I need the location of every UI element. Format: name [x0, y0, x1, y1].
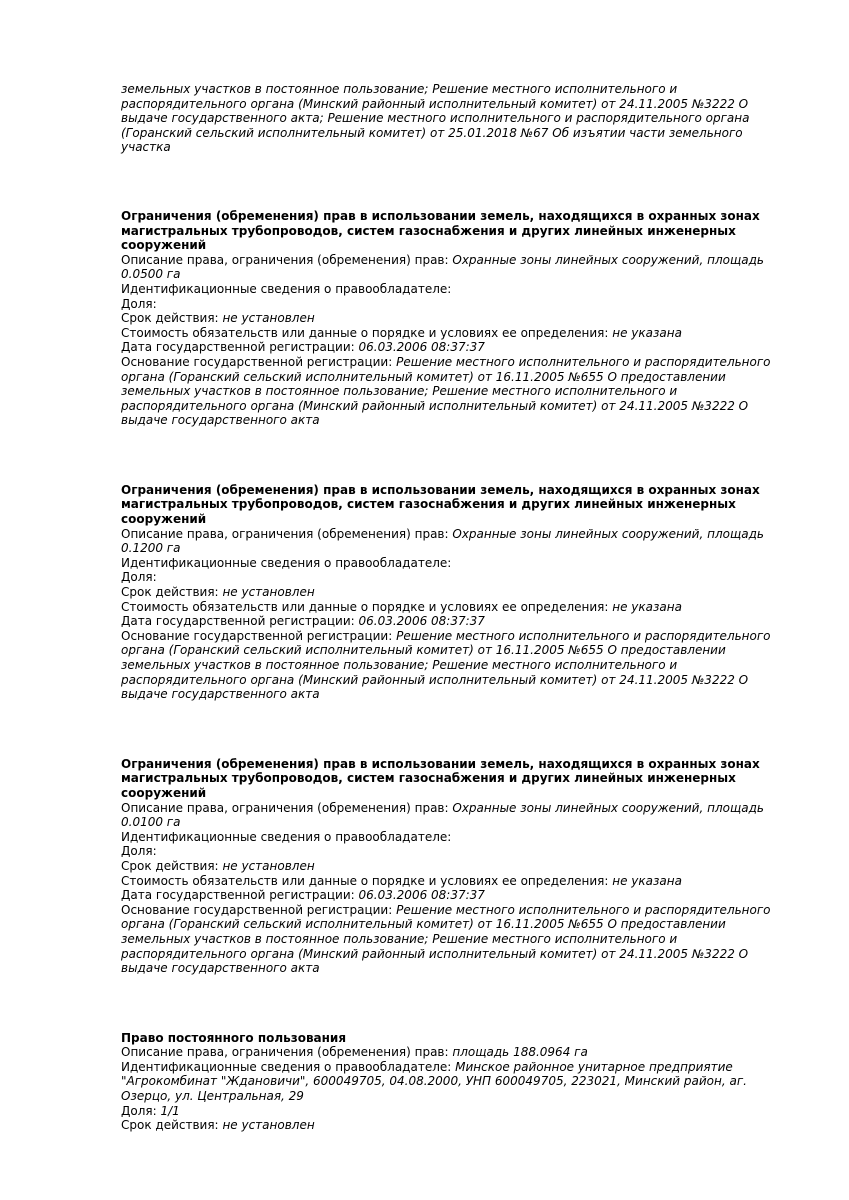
description-label: Описание права, ограничения (обременения) прав:: [121, 800, 449, 815]
holder-label: Идентификационные сведения о правообладателе:: [121, 829, 452, 844]
share-line: [121, 844, 781, 859]
holder-line: [121, 830, 781, 845]
description-line: [121, 801, 781, 830]
basis-label: Основание государственной регистрации:: [121, 902, 393, 917]
cost-value: не указана: [612, 599, 682, 614]
term-value: не установлен: [222, 858, 315, 873]
basis-line: [121, 629, 781, 702]
holder-line: [121, 1060, 781, 1104]
share-label: Доля:: [121, 570, 157, 585]
term-line: [121, 1118, 781, 1133]
term-value: не установлен: [222, 311, 315, 326]
reg-date-label: Дата государственной регистрации:: [121, 888, 355, 903]
term-label: Срок действия:: [121, 585, 219, 600]
share-line: [121, 1104, 781, 1119]
description-value: площадь 188.0964 га: [452, 1045, 588, 1060]
share-label: Доля:: [121, 296, 157, 311]
cost-label: Стоимость обязательств или данные о порядке и условиях ее определения:: [121, 325, 609, 340]
right-section: [121, 1031, 781, 1133]
section-title: Ограничения (обременения) прав в использовании земель, находящихся в охранных зонах магистральных трубопроводов, систем газоснабжения и других линейных инженерных сооружений: [121, 756, 760, 800]
term-label: Срок действия:: [121, 858, 219, 873]
reg-date-label: Дата государственной регистрации:: [121, 614, 355, 629]
description-value: Охранные зоны линейных сооружений, площадь 0.0100 га: [121, 800, 764, 830]
basis-value: Решение местного исполнительного и распорядительного органа (Горанский сельский исполнительный комитет) от 16.11.2005 №655 О предоставлении земельных участков в постоянное пользование; Решение местного исполнительного и распорядительного органа (Минский районный исполнительный комитет) от 24.11.2005 №3222 О выдаче государственного акта: [121, 902, 771, 976]
term-line: [121, 311, 781, 326]
description-value: Охранные зоны линейных сооружений, площадь 0.0500 га: [121, 252, 764, 282]
term-line: [121, 585, 781, 600]
cost-line: [121, 600, 781, 615]
holder-line: [121, 282, 781, 297]
encumbrance-section: [121, 757, 781, 976]
reg-date-line: [121, 614, 781, 629]
basis-line: [121, 355, 781, 428]
cost-line: [121, 326, 781, 341]
cost-value: не указана: [612, 873, 682, 888]
description-label: Описание права, ограничения (обременения) прав:: [121, 252, 449, 267]
description-label: Описание права, ограничения (обременения) прав:: [121, 1045, 449, 1060]
basis-label: Основание государственной регистрации:: [121, 628, 393, 643]
basis-value: Решение местного исполнительного и распорядительного органа (Горанский сельский исполнительный комитет) от 16.11.2005 №655 О предоставлении земельных участков в постоянное пользование; Решение местного исполнительного и распорядительного органа (Минский районный исполнительный комитет) от 24.11.2005 №3222 О выдаче государственного акта: [121, 628, 771, 702]
section-title: Ограничения (обременения) прав в использовании земель, находящихся в охранных зонах магистральных трубопроводов, систем газоснабжения и других линейных инженерных сооружений: [121, 482, 760, 527]
share-line: [121, 570, 781, 585]
basis-label: Основание государственной регистрации:: [121, 354, 393, 369]
basis-line: [121, 903, 781, 976]
term-value: не установлен: [222, 1118, 315, 1133]
encumbrance-section: [121, 483, 781, 702]
description-line: [121, 1045, 781, 1060]
share-label: Доля:: [121, 1103, 157, 1118]
description-value: Охранные зоны линейных сооружений, площадь 0.1200 га: [121, 526, 764, 556]
share-value: 1/1: [160, 1103, 180, 1118]
holder-value: Минское районное унитарное предприятие "Агрокомбинат "Ждановичи", 600049705, 04.08.2000, УНП 600049705, 223021, Минский район, аг. Озерцо, ул. Центральная, 29: [121, 1059, 747, 1104]
document-page: [121, 82, 781, 1133]
cost-value: не указана: [612, 325, 682, 340]
reg-date-label: Дата государственной регистрации:: [121, 340, 355, 355]
reg-date-value: 06.03.2006 08:37:37: [358, 888, 485, 903]
cost-label: Стоимость обязательств или данные о порядке и условиях ее определения:: [121, 599, 609, 614]
reg-date-line: [121, 340, 781, 355]
holder-label: Идентификационные сведения о правообладателе:: [121, 1059, 452, 1074]
intro-text: земельных участков в постоянное пользование; Решение местного исполнительного и распорядительного органа (Минский районный исполнительный комитет) от 24.11.2005 №3222 О выдаче государственного акта; Решение местного исполнительного и распорядительного органа (Горанский сельский исполнительный комитет) от 25.01.2018 №67 Об изъятии части земельного участка: [121, 82, 750, 155]
holder-line: [121, 556, 781, 571]
description-line: [121, 527, 781, 556]
section-title: Ограничения (обременения) прав в использовании земель, находящихся в охранных зонах магистральных трубопроводов, систем газоснабжения и других линейных инженерных сооружений: [121, 208, 760, 253]
reg-date-value: 06.03.2006 08:37:37: [358, 614, 485, 629]
holder-label: Идентификационные сведения о правообладателе:: [121, 555, 452, 570]
reg-date-value: 06.03.2006 08:37:37: [358, 340, 485, 355]
description-label: Описание права, ограничения (обременения) прав:: [121, 526, 449, 541]
basis-value: Решение местного исполнительного и распорядительного органа (Горанский сельский исполнительный комитет) от 16.11.2005 №655 О предоставлении земельных участков в постоянное пользование; Решение местного исполнительного и распорядительного органа (Минский районный исполнительный комитет) от 24.11.2005 №3222 О выдаче государственного акта: [121, 354, 771, 428]
share-label: Доля:: [121, 844, 157, 859]
section-title: Право постоянного пользования: [121, 1030, 347, 1045]
encumbrance-section: [121, 209, 781, 428]
term-line: [121, 859, 781, 874]
cost-line: [121, 874, 781, 889]
reg-date-line: [121, 888, 781, 903]
holder-label: Идентификационные сведения о правообладателе:: [121, 281, 452, 296]
term-label: Срок действия:: [121, 311, 219, 326]
share-line: [121, 297, 781, 312]
term-value: не установлен: [222, 585, 315, 600]
cost-label: Стоимость обязательств или данные о порядке и условиях ее определения:: [121, 873, 609, 888]
description-line: [121, 253, 781, 282]
term-label: Срок действия:: [121, 1118, 219, 1133]
